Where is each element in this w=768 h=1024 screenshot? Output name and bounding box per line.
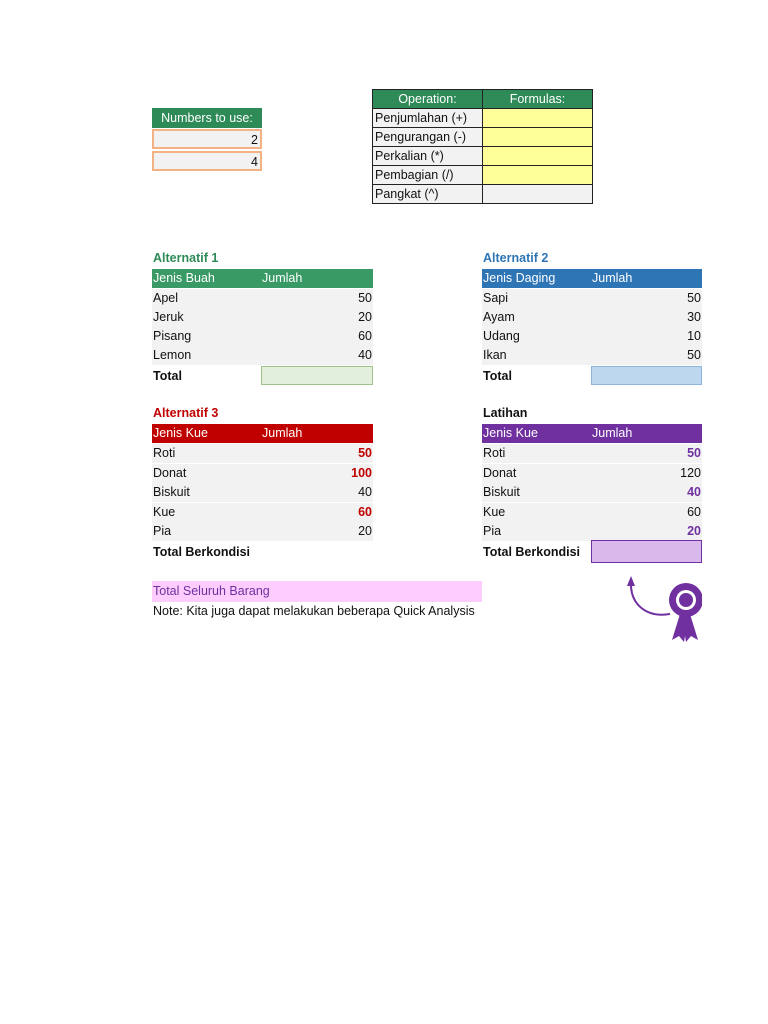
numbers-to-use-header: Numbers to use: [152,108,262,128]
table-row [152,503,373,522]
table-row [482,483,702,502]
alt2-total-label: Total [483,369,512,383]
item-name: Ayam [483,310,515,324]
alt1-total-label: Total [153,369,182,383]
item-value[interactable]: 60 [687,504,701,519]
alt2-header-row [482,269,702,288]
item-name: Kue [153,504,176,519]
item-value[interactable]: 10 [687,329,701,343]
operation-label: Pengurangan (-) [373,128,483,147]
item-name: Lemon [153,348,192,362]
item-value[interactable]: 20 [687,524,701,539]
table-row [482,522,702,541]
table-row [482,308,702,327]
latihan-title: Latihan [483,406,528,420]
alt2-col2-header: Jumlah [592,271,633,285]
quick-analysis-note: Note: Kita juga dapat melakukan beberapa Quick Analysis [153,604,475,618]
alt1-col1-header: Jenis Buah [153,271,215,285]
item-value[interactable]: 20 [358,524,372,539]
item-name: Biskuit [153,485,190,500]
item-name: Roti [153,446,176,460]
latihan-col1-header: Jenis Kue [483,426,538,440]
item-value[interactable]: 60 [358,504,372,519]
operation-table [372,89,593,204]
number-input-2[interactable]: 4 [152,151,262,171]
item-value[interactable]: 120 [680,465,701,480]
item-value[interactable]: 50 [687,291,701,305]
item-value[interactable]: 50 [687,446,701,460]
formula-cell[interactable] [483,128,593,147]
formulas-header: Formulas: [483,90,593,109]
item-value[interactable]: 100 [351,465,372,480]
alt1-header-row [152,269,373,288]
item-value[interactable]: 30 [687,310,701,324]
item-name: Udang [483,329,520,343]
formula-cell[interactable] [483,109,593,128]
formula-cell[interactable] [483,166,593,185]
table-row [482,346,702,365]
latihan-total-cell[interactable] [591,540,702,563]
table-row [482,327,702,346]
item-value[interactable]: 40 [687,485,701,500]
item-value[interactable]: 50 [687,348,701,362]
item-name: Pia [483,524,502,539]
alt3-col1-header: Jenis Kue [153,426,208,440]
alt1-col2-header: Jumlah [262,271,303,285]
item-value[interactable]: 50 [358,291,372,305]
alt2-total-cell[interactable] [591,366,702,385]
operation-label: Perkalian (*) [373,147,483,166]
alt2-col1-header: Jenis Daging [483,271,556,285]
item-name: Donat [153,465,187,480]
alt3-header-row [152,424,373,443]
formula-cell[interactable] [483,185,593,204]
latihan-col2-header: Jumlah [592,426,633,440]
table-row [482,464,702,483]
operation-label: Pangkat (^) [373,185,483,204]
item-name: Jeruk [153,310,184,324]
item-name: Sapi [483,291,509,305]
total-seluruh-barang[interactable]: Total Seluruh Barang [152,581,482,602]
item-name: Donat [483,465,517,480]
item-name: Ikan [483,348,507,362]
latihan-total-label: Total Berkondisi [483,545,581,559]
alt3-col2-header: Jumlah [262,426,303,440]
item-value[interactable]: 40 [358,348,372,362]
item-name: Pia [153,524,172,539]
table-row [152,444,373,463]
item-name: Biskuit [483,485,520,500]
alt1-title: Alternatif 1 [153,251,219,265]
item-value[interactable]: 50 [358,446,372,460]
item-value[interactable]: 60 [358,329,372,343]
table-row [152,327,373,346]
number-input-1[interactable]: 2 [152,129,262,149]
table-row [152,464,373,483]
table-row [482,444,702,463]
item-name: Apel [153,291,179,305]
table-row [482,503,702,522]
item-name: Kue [483,504,506,519]
table-row [152,483,373,502]
operation-label: Pembagian (/) [373,166,483,185]
operation-label: Penjumlahan (+) [373,109,483,128]
item-name: Roti [483,446,506,460]
formula-cell[interactable] [483,147,593,166]
latihan-header-row [482,424,702,443]
alt2-title: Alternatif 2 [483,251,549,265]
table-row [482,289,702,308]
table-row [152,308,373,327]
item-value[interactable]: 40 [358,485,372,500]
alt3-title: Alternatif 3 [153,406,219,420]
table-row [152,522,373,541]
alt3-total-label: Total Berkondisi [153,545,251,559]
table-row [152,289,373,308]
table-row [152,346,373,365]
item-name: Pisang [153,329,192,343]
item-value[interactable]: 20 [358,310,372,324]
alt1-total-cell[interactable] [261,366,373,385]
operation-header: Operation: [373,90,483,109]
award-ribbon-icon [666,580,702,642]
